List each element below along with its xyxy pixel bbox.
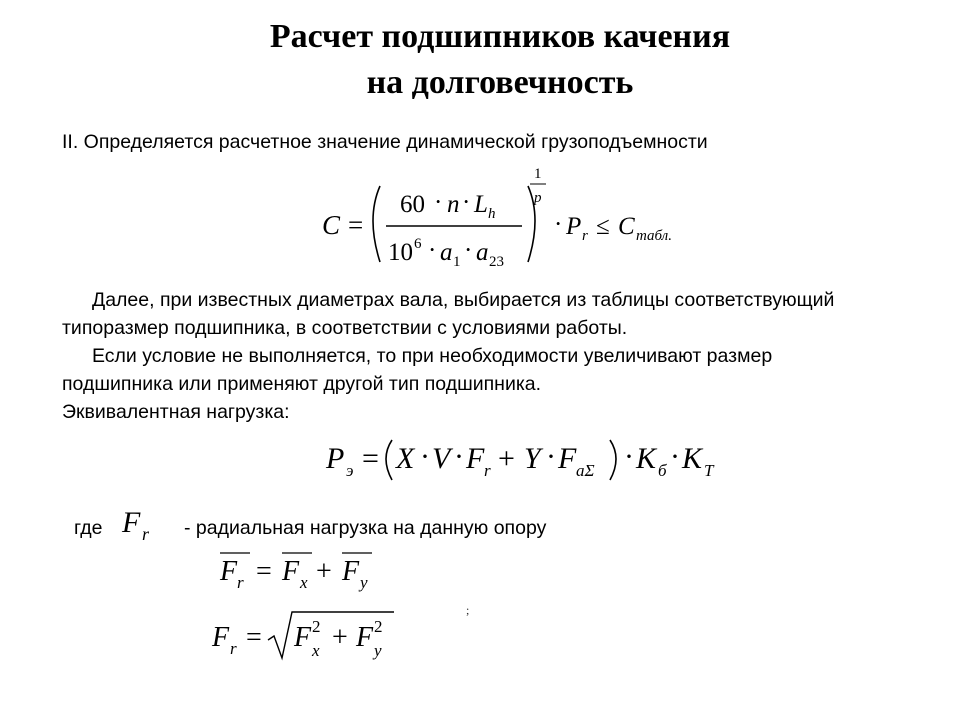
formula2-V: V bbox=[432, 442, 451, 475]
formula2-left-paren bbox=[386, 440, 392, 480]
formula1-den-dot2: · bbox=[464, 237, 473, 264]
formula1-equals: = bbox=[348, 210, 364, 240]
stray-semicolon: ; bbox=[466, 603, 470, 617]
where-prefix: где bbox=[74, 517, 103, 539]
formula3-equals: = bbox=[256, 556, 272, 587]
formula1-leq: ≤ bbox=[596, 213, 610, 240]
paragraph-equivalent-load: Эквивалентная нагрузка: bbox=[62, 401, 290, 423]
formula4-F2-sub: x bbox=[312, 641, 320, 660]
formula3-F3: F bbox=[342, 556, 360, 587]
formula1-P-sub: r bbox=[582, 228, 588, 244]
formula4-equals: = bbox=[246, 622, 262, 653]
paragraph-further-line-1: Далее, при известных диаметрах вала, выбирается из таблицы соответствующий bbox=[92, 289, 835, 311]
formula1-num-dot2: · bbox=[462, 189, 471, 216]
formula1-C-sub: табл. bbox=[636, 228, 672, 244]
formula4-F3: F bbox=[356, 622, 374, 653]
formula1-C: C bbox=[618, 213, 635, 240]
formula1-num-dot1: · bbox=[434, 189, 443, 216]
formula-dynamic-load-capacity bbox=[316, 162, 716, 274]
formula3-plus: + bbox=[316, 556, 332, 587]
formula1-den-dot1: · bbox=[428, 237, 437, 264]
paragraph-further-line-2: типоразмер подшипника, в соответствии с условиями работы. bbox=[62, 317, 628, 339]
formula1-num-L: L bbox=[474, 191, 488, 218]
formula1-lhs-C: C bbox=[322, 210, 341, 240]
formula-radial-magnitude bbox=[208, 606, 408, 666]
formula4-F1-sub: r bbox=[230, 639, 237, 658]
formula4-F2-sup: 2 bbox=[312, 617, 321, 636]
formula2-plus: + bbox=[498, 442, 515, 475]
formula2-dot5: · bbox=[670, 440, 680, 473]
formula2-dot3: · bbox=[546, 440, 556, 473]
formula2-K2-sub: T bbox=[704, 461, 714, 480]
formula4-F3-sup: 2 bbox=[374, 617, 383, 636]
formula1-num-L-sub: h bbox=[488, 206, 496, 222]
formula1-den-a1-sub: 1 bbox=[453, 254, 461, 270]
formula2-P: P bbox=[326, 442, 345, 475]
formula2-F1-sub: r bbox=[484, 461, 491, 480]
formula4-F1: F bbox=[212, 622, 230, 653]
formula-radial-vector-sum bbox=[212, 546, 392, 596]
formula1-exp-num: 1 bbox=[534, 166, 542, 182]
formula1-den-10: 10 bbox=[388, 239, 413, 266]
where-symbol-sub: r bbox=[142, 524, 150, 544]
formula3-F2: F bbox=[282, 556, 300, 587]
paragraph-condition-line-1: Если условие не выполняется, то при необходимости увеличивают размер bbox=[92, 345, 773, 367]
formula2-F2: F bbox=[558, 442, 577, 475]
where-symbol-Fr bbox=[118, 500, 174, 546]
formula2-K2: K bbox=[682, 442, 703, 475]
paragraph-condition-line-2: подшипника или применяют другой тип подшипника. bbox=[62, 373, 542, 395]
formula3-F2-sub: x bbox=[300, 573, 308, 592]
title-line-1: Расчет подшипников качения bbox=[269, 18, 731, 55]
formula2-F2-sub: aΣ bbox=[576, 461, 595, 480]
formula1-den-a23-sub: 23 bbox=[489, 254, 504, 270]
formula4-F2: F bbox=[294, 622, 312, 653]
formula3-F1: F bbox=[220, 556, 238, 587]
formula3-F3-sub: y bbox=[360, 573, 368, 592]
formula1-den-a23: a bbox=[476, 239, 489, 266]
formula1-num-60: 60 bbox=[400, 191, 425, 218]
formula4-F3-sub: y bbox=[374, 641, 382, 660]
formula3-F1-sub: r bbox=[237, 573, 244, 592]
formula2-Y: Y bbox=[524, 442, 541, 475]
paragraph-step-2: II. Определяется расчетное значение динамической грузоподъемности bbox=[62, 131, 708, 153]
where-symbol-F: F bbox=[122, 506, 141, 539]
formula4-plus: + bbox=[332, 622, 348, 653]
formula1-exp-den: p bbox=[534, 190, 542, 206]
formula1-dot3: · bbox=[554, 211, 563, 238]
formula1-den-exp: 6 bbox=[414, 236, 422, 252]
title-line-2: на долговечность bbox=[366, 64, 634, 101]
formula1-den-a1: a bbox=[440, 239, 453, 266]
where-description: - радиальная нагрузка на данную опору bbox=[184, 517, 547, 539]
formula2-dot1: · bbox=[420, 440, 430, 473]
formula2-K1-sub: б bbox=[658, 461, 667, 480]
formula-equivalent-load bbox=[318, 430, 738, 486]
formula2-right-paren bbox=[610, 440, 616, 480]
formula2-dot4: · bbox=[624, 440, 634, 473]
formula1-P: P bbox=[566, 213, 582, 240]
page-title bbox=[0, 14, 960, 106]
formula2-X: X bbox=[396, 442, 415, 475]
formula1-left-paren bbox=[373, 186, 380, 262]
formula2-P-sub: э bbox=[346, 461, 354, 480]
formula2-equals: = bbox=[362, 442, 379, 475]
formula1-num-n: n bbox=[447, 191, 460, 218]
formula2-K1: K bbox=[636, 442, 657, 475]
formula2-F1: F bbox=[466, 442, 485, 475]
formula2-dot2: · bbox=[454, 440, 464, 473]
